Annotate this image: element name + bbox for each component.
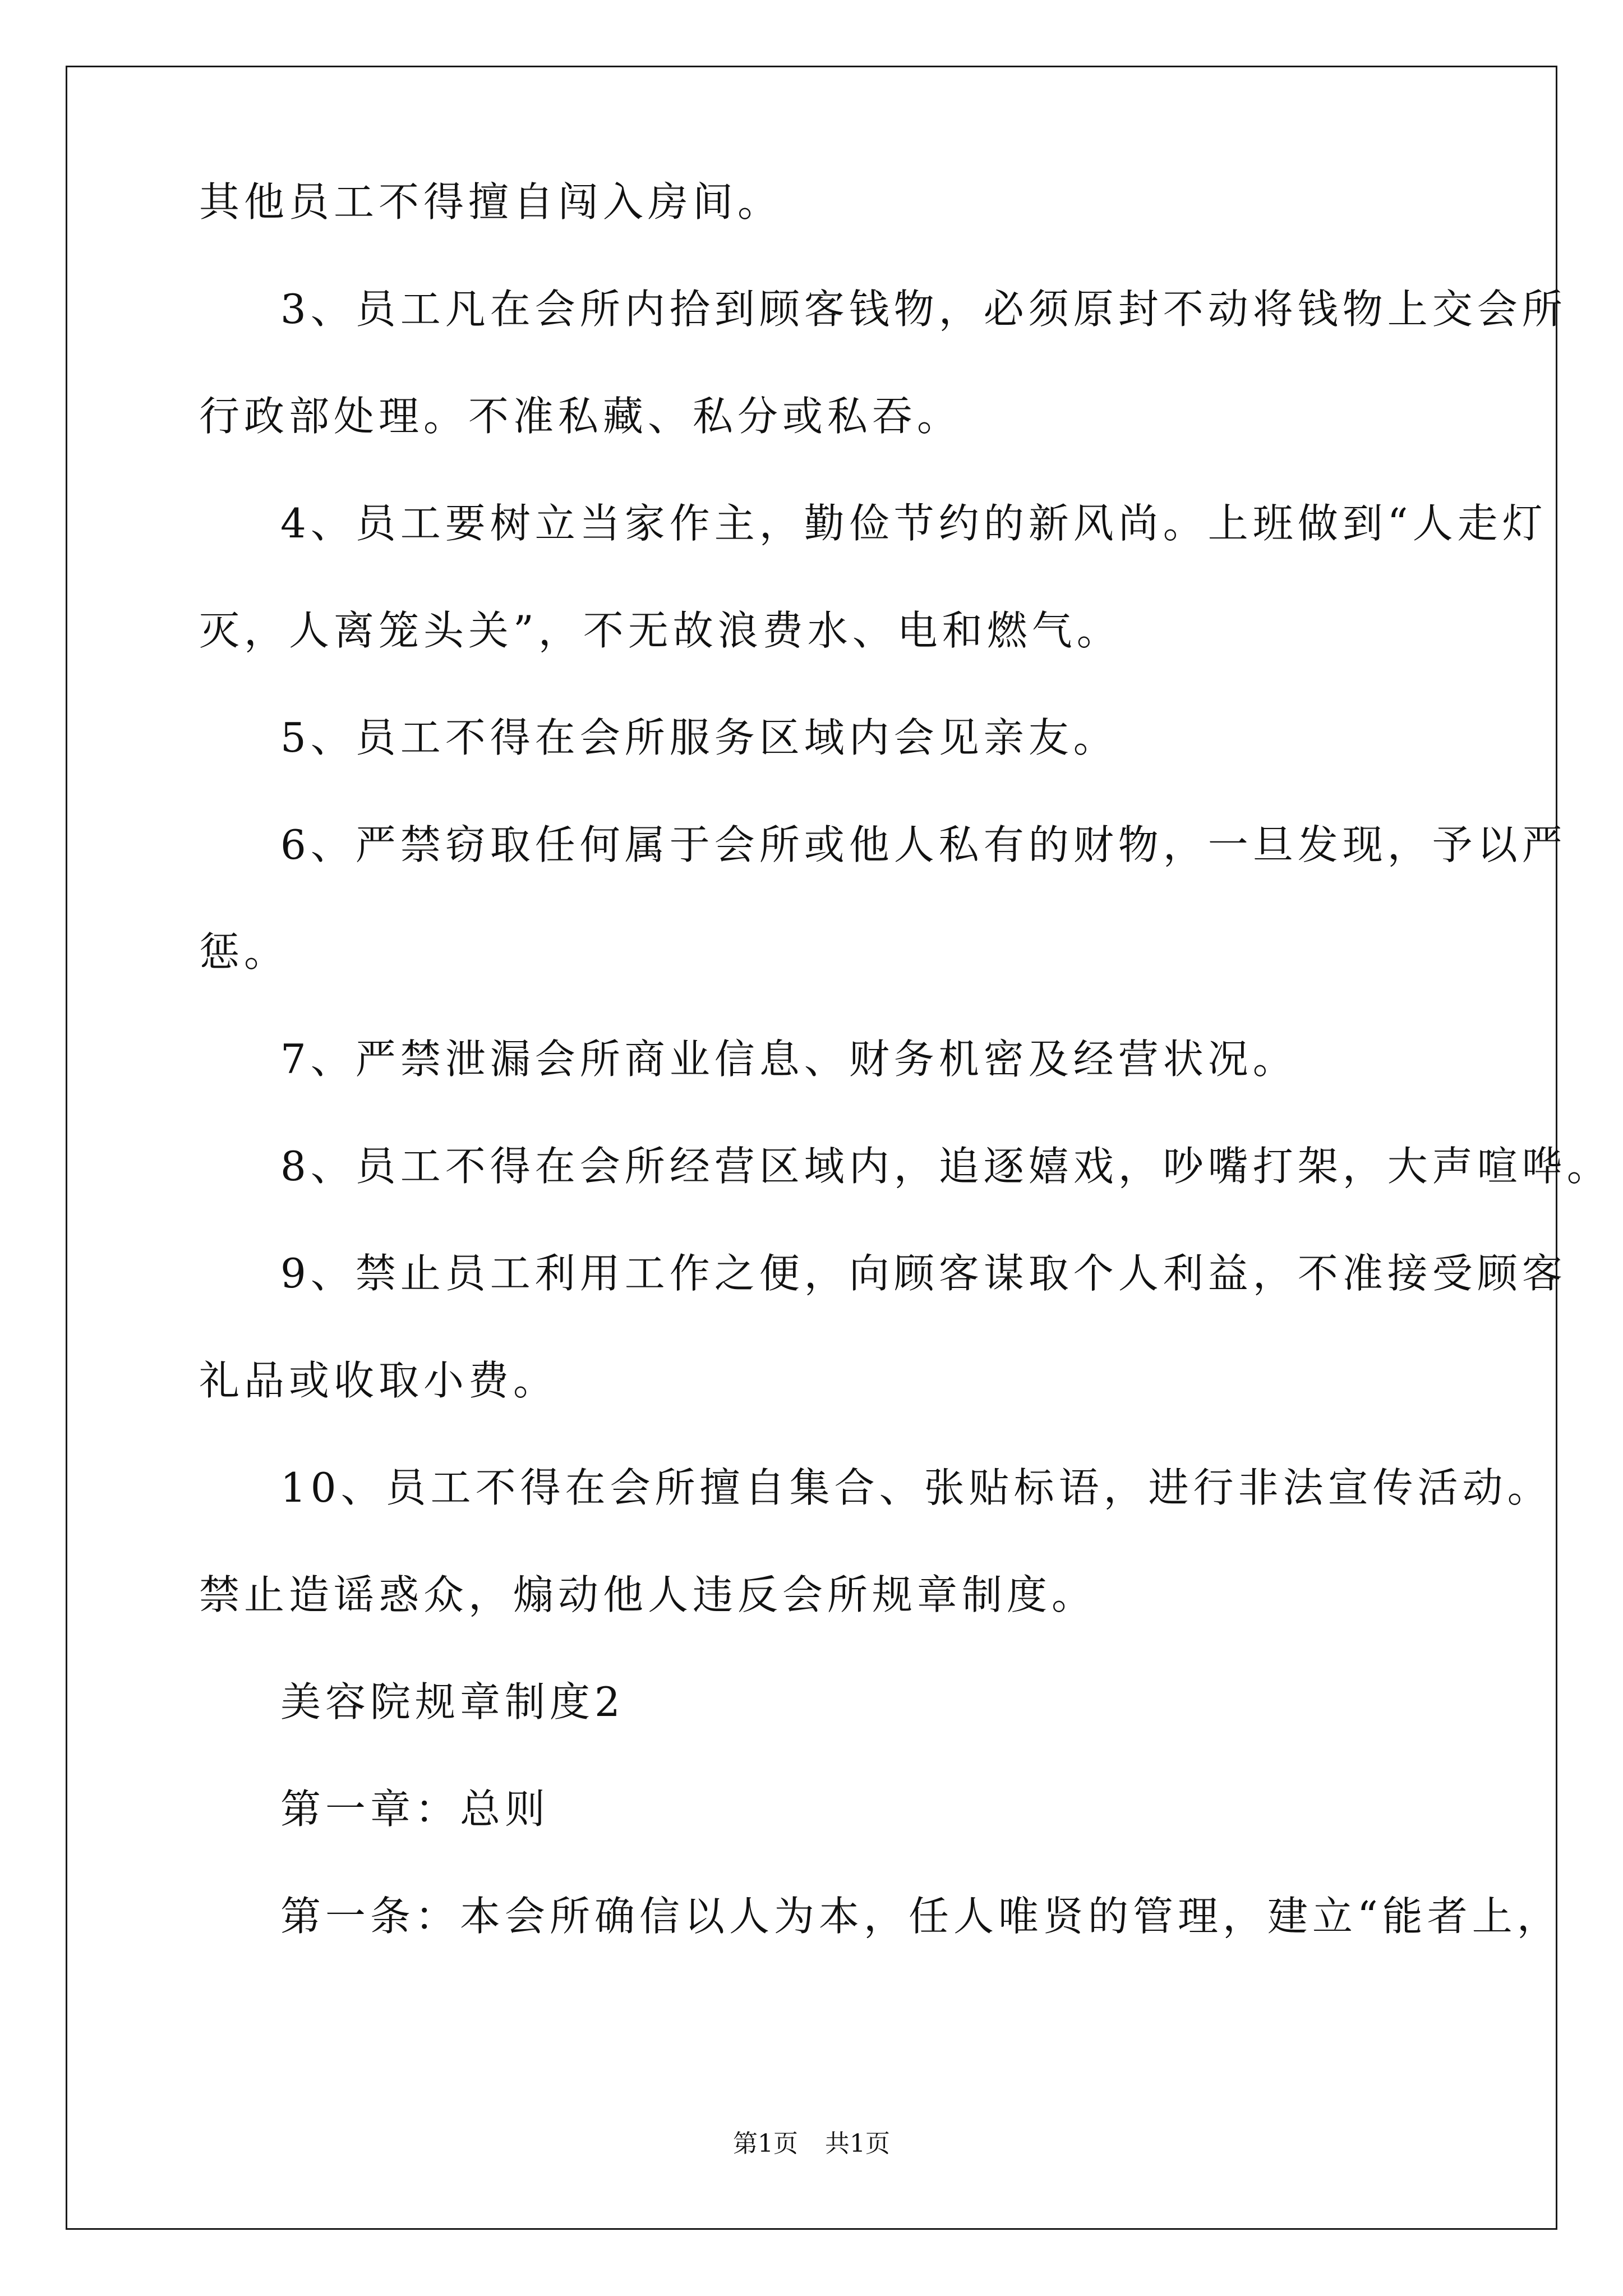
text-line: 灭，人离笼头关”，不无故浪费水、电和燃气。 <box>199 607 1122 654</box>
text-line: 9、禁止员工利用工作之便，向顾客谋取个人利益，不准接受顾客 <box>280 1250 1567 1297</box>
text-line: 6、严禁窃取任何属于会所或他人私有的财物，一旦发现，予以严 <box>280 821 1567 868</box>
text-line: 行政部处理。不准私藏、私分或私吞。 <box>199 393 962 440</box>
page-footer <box>0 2127 1623 2161</box>
section-title: 美容院规章制度2 <box>280 1678 625 1726</box>
text-line: 5、员工不得在会所服务区域内会见亲友。 <box>280 714 1118 761</box>
text-line: 其他员工不得擅自闯入房间。 <box>199 178 783 226</box>
chapter-heading: 第一章：总则 <box>280 1786 550 1833</box>
text-line: 4、员工要树立当家作主，勤俭节约的新风尚。上班做到“人走灯 <box>280 500 1547 547</box>
text-line: 10、员工不得在会所擅自集合、张贴标语，进行非法宣传活动。 <box>280 1464 1552 1511</box>
page-number: 第1页 <box>733 2129 798 2158</box>
text-line: 8、员工不得在会所经营区域内，追逐嬉戏，吵嘴打架，大声喧哗。 <box>280 1143 1612 1190</box>
text-line: 礼品或收取小费。 <box>199 1357 559 1404</box>
text-line: 惩。 <box>199 928 289 976</box>
page-total: 共1页 <box>825 2129 890 2158</box>
text-line: 第一条：本会所确信以人为本，任人唯贤的管理，建立“能者上， <box>280 1893 1562 1940</box>
text-line: 3、员工凡在会所内拾到顾客钱物，必须原封不动将钱物上交会所 <box>280 286 1567 333</box>
text-line: 7、严禁泄漏会所商业信息、财务机密及经营状况。 <box>280 1036 1298 1083</box>
text-line: 禁止造谣惑众，煽动他人违反会所规章制度。 <box>199 1571 1097 1618</box>
